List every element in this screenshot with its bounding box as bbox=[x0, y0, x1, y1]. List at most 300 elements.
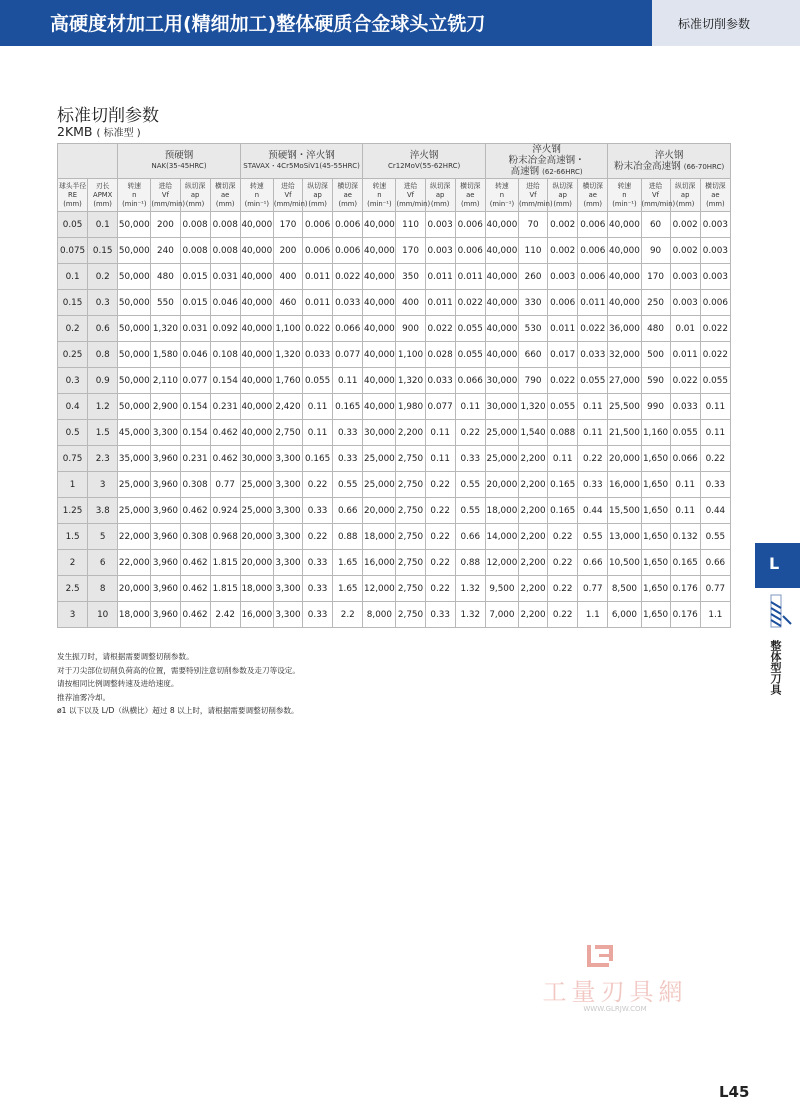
cell-ae: 1.1 bbox=[700, 602, 730, 628]
cell-n: 40,000 bbox=[485, 290, 518, 316]
table-row bbox=[58, 472, 731, 498]
cell-ap: 0.33 bbox=[303, 498, 333, 524]
cell-n: 40,000 bbox=[485, 316, 518, 342]
cell-vf: 1,540 bbox=[518, 420, 547, 446]
cell-ae: 0.22 bbox=[578, 446, 608, 472]
cell-re: 0.15 bbox=[58, 290, 88, 316]
cell-n: 25,000 bbox=[363, 446, 396, 472]
cell-ae: 0.006 bbox=[333, 238, 363, 264]
cell-apmx: 0.9 bbox=[88, 368, 118, 394]
cell-n: 20,000 bbox=[118, 576, 151, 602]
cell-vf: 170 bbox=[396, 238, 425, 264]
cell-ap: 0.231 bbox=[180, 446, 210, 472]
cell-ap: 0.003 bbox=[670, 264, 700, 290]
cell-ae: 0.462 bbox=[210, 420, 240, 446]
cell-ae: 0.55 bbox=[578, 524, 608, 550]
cell-ae: 0.006 bbox=[455, 212, 485, 238]
cell-n: 40,000 bbox=[608, 264, 641, 290]
cell-ap: 0.002 bbox=[548, 238, 578, 264]
cell-ap: 0.165 bbox=[548, 472, 578, 498]
column-header-apmx: 刃长 APMX (mm) bbox=[88, 179, 118, 212]
cell-re: 0.4 bbox=[58, 394, 88, 420]
cell-ap: 0.002 bbox=[548, 212, 578, 238]
cell-vf: 1,160 bbox=[641, 420, 670, 446]
cell-ae: 0.33 bbox=[700, 472, 730, 498]
cell-n: 50,000 bbox=[118, 264, 151, 290]
cell-vf: 3,300 bbox=[273, 550, 302, 576]
page-number: L45 bbox=[719, 1083, 750, 1101]
cell-ap: 0.003 bbox=[425, 238, 455, 264]
cell-ae: 0.055 bbox=[700, 368, 730, 394]
group-header-pm-hss-66-70: 淬火钢 粉末冶金高速钢 (66-70HRC) bbox=[608, 144, 731, 179]
cell-ae: 0.77 bbox=[578, 576, 608, 602]
cell-ae: 0.008 bbox=[210, 212, 240, 238]
cell-ae: 0.22 bbox=[700, 446, 730, 472]
cell-vf: 2,750 bbox=[396, 550, 425, 576]
cell-ae: 0.33 bbox=[333, 446, 363, 472]
cell-re: 0.75 bbox=[58, 446, 88, 472]
cell-ap: 0.031 bbox=[180, 316, 210, 342]
cell-ap: 0.462 bbox=[180, 498, 210, 524]
cell-ap: 0.154 bbox=[180, 394, 210, 420]
group-header-hss-62-66: 淬火钢 粉末冶金高速钢・ 高速钢 (62-66HRC) bbox=[485, 144, 608, 179]
cell-vf: 1,320 bbox=[396, 368, 425, 394]
cell-n: 8,000 bbox=[363, 602, 396, 628]
cell-ae: 0.003 bbox=[700, 238, 730, 264]
cell-n: 12,000 bbox=[363, 576, 396, 602]
cell-vf: 1,650 bbox=[641, 472, 670, 498]
cell-ae: 0.88 bbox=[333, 524, 363, 550]
cell-ae: 0.006 bbox=[578, 238, 608, 264]
cell-vf: 2,750 bbox=[396, 602, 425, 628]
model-note: ( 标准型 ) bbox=[96, 128, 141, 139]
cell-ap: 0.11 bbox=[303, 394, 333, 420]
cell-apmx: 0.2 bbox=[88, 264, 118, 290]
cell-n: 25,000 bbox=[240, 498, 273, 524]
cell-vf: 990 bbox=[641, 394, 670, 420]
cell-ae: 0.154 bbox=[210, 368, 240, 394]
cell-apmx: 6 bbox=[88, 550, 118, 576]
table-row bbox=[58, 498, 731, 524]
cell-vf: 900 bbox=[396, 316, 425, 342]
cell-vf: 2,750 bbox=[396, 524, 425, 550]
cell-n: 40,000 bbox=[363, 264, 396, 290]
cell-vf: 3,300 bbox=[273, 602, 302, 628]
cell-ae: 0.165 bbox=[333, 394, 363, 420]
cell-vf: 3,960 bbox=[151, 550, 180, 576]
cell-ae: 0.44 bbox=[578, 498, 608, 524]
cell-n: 40,000 bbox=[363, 238, 396, 264]
cell-n: 50,000 bbox=[118, 212, 151, 238]
cell-vf: 1,100 bbox=[396, 342, 425, 368]
cell-n: 40,000 bbox=[240, 420, 273, 446]
cell-ap: 0.22 bbox=[425, 576, 455, 602]
cell-ae: 0.033 bbox=[578, 342, 608, 368]
cell-ae: 0.066 bbox=[455, 368, 485, 394]
cell-vf: 1,320 bbox=[518, 394, 547, 420]
column-header-ae: 横切深 ae (mm) bbox=[700, 179, 730, 212]
cell-vf: 1,320 bbox=[273, 342, 302, 368]
cell-vf: 1,650 bbox=[641, 550, 670, 576]
cell-n: 25,000 bbox=[363, 472, 396, 498]
cell-ae: 0.55 bbox=[700, 524, 730, 550]
cell-vf: 500 bbox=[641, 342, 670, 368]
cell-n: 30,000 bbox=[485, 394, 518, 420]
cell-ap: 0.11 bbox=[425, 420, 455, 446]
cell-n: 25,500 bbox=[608, 394, 641, 420]
cell-ae: 0.968 bbox=[210, 524, 240, 550]
cell-ap: 0.002 bbox=[670, 212, 700, 238]
cell-vf: 3,300 bbox=[273, 524, 302, 550]
cell-re: 1 bbox=[58, 472, 88, 498]
cell-vf: 3,960 bbox=[151, 602, 180, 628]
cell-vf: 260 bbox=[518, 264, 547, 290]
table-row bbox=[58, 368, 731, 394]
cell-n: 14,000 bbox=[485, 524, 518, 550]
cell-ap: 0.22 bbox=[303, 524, 333, 550]
cell-n: 40,000 bbox=[240, 290, 273, 316]
cell-n: 13,000 bbox=[608, 524, 641, 550]
cell-ae: 0.046 bbox=[210, 290, 240, 316]
cell-n: 30,000 bbox=[485, 368, 518, 394]
table-body bbox=[58, 212, 731, 628]
cell-apmx: 5 bbox=[88, 524, 118, 550]
header-section-label: 标准切削参数 bbox=[678, 17, 751, 31]
cell-ap: 0.462 bbox=[180, 576, 210, 602]
column-header-ae: 横切深 ae (mm) bbox=[578, 179, 608, 212]
cell-ap: 0.33 bbox=[303, 576, 333, 602]
cell-vf: 250 bbox=[641, 290, 670, 316]
cell-re: 0.2 bbox=[58, 316, 88, 342]
cell-ap: 0.028 bbox=[425, 342, 455, 368]
cell-vf: 660 bbox=[518, 342, 547, 368]
cell-vf: 3,960 bbox=[151, 446, 180, 472]
cell-ap: 0.33 bbox=[303, 550, 333, 576]
cell-ap: 0.008 bbox=[180, 238, 210, 264]
cell-re: 2 bbox=[58, 550, 88, 576]
cell-apmx: 3 bbox=[88, 472, 118, 498]
cell-vf: 3,300 bbox=[273, 576, 302, 602]
cell-ap: 0.011 bbox=[303, 290, 333, 316]
cell-vf: 240 bbox=[151, 238, 180, 264]
cell-n: 15,500 bbox=[608, 498, 641, 524]
cell-vf: 1,650 bbox=[641, 602, 670, 628]
cell-ae: 0.231 bbox=[210, 394, 240, 420]
cell-n: 22,000 bbox=[118, 550, 151, 576]
cell-ae: 0.66 bbox=[333, 498, 363, 524]
cell-ae: 0.006 bbox=[578, 264, 608, 290]
cell-vf: 400 bbox=[396, 290, 425, 316]
cell-ae: 0.11 bbox=[578, 420, 608, 446]
group-header-stavax: 预硬钢・淬火钢 STAVAX・4Cr5MoSiV1(45-55HRC) bbox=[240, 144, 363, 179]
cell-ap: 0.011 bbox=[303, 264, 333, 290]
section-title: 标准切削参数 bbox=[57, 106, 159, 126]
cell-ap: 0.088 bbox=[548, 420, 578, 446]
cell-ap: 0.11 bbox=[670, 498, 700, 524]
column-header-vf: 进给 Vf (mm/min) bbox=[273, 179, 302, 212]
cell-n: 40,000 bbox=[240, 368, 273, 394]
cell-vf: 2,200 bbox=[518, 524, 547, 550]
cell-ap: 0.015 bbox=[180, 290, 210, 316]
cell-vf: 60 bbox=[641, 212, 670, 238]
cell-n: 40,000 bbox=[363, 316, 396, 342]
cell-ae: 0.11 bbox=[333, 368, 363, 394]
column-header-ap: 纵切深 ap (mm) bbox=[425, 179, 455, 212]
cell-apmx: 1.5 bbox=[88, 420, 118, 446]
cell-n: 35,000 bbox=[118, 446, 151, 472]
cell-vf: 2,200 bbox=[518, 576, 547, 602]
cell-re: 0.075 bbox=[58, 238, 88, 264]
cell-n: 40,000 bbox=[363, 394, 396, 420]
cell-n: 50,000 bbox=[118, 316, 151, 342]
cell-ap: 0.22 bbox=[548, 576, 578, 602]
cell-ap: 0.022 bbox=[548, 368, 578, 394]
watermark-url: WWW.GLRJW.COM bbox=[583, 1005, 647, 1013]
cell-ae: 1.65 bbox=[333, 576, 363, 602]
cell-apmx: 0.1 bbox=[88, 212, 118, 238]
cell-vf: 3,960 bbox=[151, 472, 180, 498]
watermark bbox=[535, 942, 695, 1022]
cell-re: 1.25 bbox=[58, 498, 88, 524]
cell-re: 3 bbox=[58, 602, 88, 628]
cell-vf: 3,960 bbox=[151, 524, 180, 550]
cell-vf: 350 bbox=[396, 264, 425, 290]
cell-ae: 0.462 bbox=[210, 446, 240, 472]
cell-ap: 0.011 bbox=[548, 316, 578, 342]
cell-n: 40,000 bbox=[240, 394, 273, 420]
column-subheader-row bbox=[58, 179, 731, 212]
cell-vf: 1,650 bbox=[641, 498, 670, 524]
cell-vf: 1,650 bbox=[641, 524, 670, 550]
cell-vf: 110 bbox=[518, 238, 547, 264]
cell-n: 32,000 bbox=[608, 342, 641, 368]
cell-vf: 200 bbox=[151, 212, 180, 238]
cell-re: 0.25 bbox=[58, 342, 88, 368]
cell-ae: 0.055 bbox=[455, 316, 485, 342]
cell-ae: 0.022 bbox=[333, 264, 363, 290]
cell-n: 40,000 bbox=[608, 212, 641, 238]
cell-ap: 0.11 bbox=[425, 446, 455, 472]
cell-apmx: 0.6 bbox=[88, 316, 118, 342]
cell-ap: 0.066 bbox=[670, 446, 700, 472]
cell-ae: 0.022 bbox=[455, 290, 485, 316]
column-header-ap: 纵切深 ap (mm) bbox=[180, 179, 210, 212]
cell-ap: 0.22 bbox=[425, 472, 455, 498]
cell-n: 10,500 bbox=[608, 550, 641, 576]
cell-ap: 0.176 bbox=[670, 576, 700, 602]
cell-ap: 0.011 bbox=[670, 342, 700, 368]
cell-n: 22,000 bbox=[118, 524, 151, 550]
cell-n: 25,000 bbox=[118, 498, 151, 524]
cell-n: 20,000 bbox=[240, 524, 273, 550]
group-header-nak: 预硬钢 NAK(35-45HRC) bbox=[118, 144, 241, 179]
cell-ae: 0.44 bbox=[700, 498, 730, 524]
cell-re: 0.1 bbox=[58, 264, 88, 290]
cell-ap: 0.01 bbox=[670, 316, 700, 342]
cell-ae: 1.65 bbox=[333, 550, 363, 576]
cell-n: 50,000 bbox=[118, 368, 151, 394]
model-code: 2KMB bbox=[57, 124, 93, 139]
column-header-n: 转速 n (min⁻¹) bbox=[608, 179, 641, 212]
table-row bbox=[58, 394, 731, 420]
cell-n: 9,500 bbox=[485, 576, 518, 602]
column-header-ae: 横切深 ae (mm) bbox=[455, 179, 485, 212]
cell-ap: 0.165 bbox=[548, 498, 578, 524]
cell-vf: 2,750 bbox=[396, 498, 425, 524]
cell-vf: 200 bbox=[273, 238, 302, 264]
cell-vf: 3,960 bbox=[151, 576, 180, 602]
side-category-label: 整体型刀具 bbox=[769, 640, 782, 695]
cell-vf: 2,750 bbox=[396, 446, 425, 472]
cell-ap: 0.22 bbox=[548, 602, 578, 628]
cell-ae: 0.22 bbox=[455, 420, 485, 446]
cell-ae: 0.11 bbox=[700, 420, 730, 446]
table-row bbox=[58, 446, 731, 472]
cell-ae: 0.66 bbox=[578, 550, 608, 576]
cell-n: 40,000 bbox=[363, 342, 396, 368]
cell-ap: 0.003 bbox=[425, 212, 455, 238]
cell-ae: 0.33 bbox=[333, 420, 363, 446]
cell-n: 40,000 bbox=[363, 290, 396, 316]
cell-ap: 0.077 bbox=[180, 368, 210, 394]
cell-re: 0.3 bbox=[58, 368, 88, 394]
cell-ae: 0.77 bbox=[210, 472, 240, 498]
cell-vf: 1,650 bbox=[641, 446, 670, 472]
cell-ae: 0.66 bbox=[455, 524, 485, 550]
cell-vf: 2,200 bbox=[396, 420, 425, 446]
cell-vf: 550 bbox=[151, 290, 180, 316]
cell-vf: 3,300 bbox=[151, 420, 180, 446]
cell-n: 25,000 bbox=[485, 446, 518, 472]
page-title: 高硬度材加工用(精细加工)整体硬质合金球头立铣刀 bbox=[50, 13, 486, 35]
cell-vf: 3,960 bbox=[151, 498, 180, 524]
cell-vf: 2,200 bbox=[518, 602, 547, 628]
cell-vf: 110 bbox=[396, 212, 425, 238]
column-header-ap: 纵切深 ap (mm) bbox=[670, 179, 700, 212]
cell-ae: 0.55 bbox=[333, 472, 363, 498]
cell-ap: 0.11 bbox=[548, 446, 578, 472]
table-row bbox=[58, 264, 731, 290]
cell-vf: 330 bbox=[518, 290, 547, 316]
cell-vf: 2,200 bbox=[518, 446, 547, 472]
cell-n: 40,000 bbox=[240, 264, 273, 290]
cell-vf: 70 bbox=[518, 212, 547, 238]
cell-vf: 1,980 bbox=[396, 394, 425, 420]
cell-n: 40,000 bbox=[608, 290, 641, 316]
cell-n: 40,000 bbox=[485, 342, 518, 368]
cell-n: 16,000 bbox=[363, 550, 396, 576]
note-line: 推荐油雾冷却。 bbox=[57, 692, 111, 702]
cell-n: 30,000 bbox=[240, 446, 273, 472]
cell-n: 45,000 bbox=[118, 420, 151, 446]
cell-n: 20,000 bbox=[608, 446, 641, 472]
cell-vf: 790 bbox=[518, 368, 547, 394]
cell-ap: 0.22 bbox=[425, 524, 455, 550]
cell-ae: 0.003 bbox=[700, 212, 730, 238]
cell-apmx: 10 bbox=[88, 602, 118, 628]
cell-vf: 1,320 bbox=[151, 316, 180, 342]
cell-vf: 90 bbox=[641, 238, 670, 264]
cell-n: 25,000 bbox=[118, 472, 151, 498]
cell-ae: 0.55 bbox=[455, 472, 485, 498]
cutting-parameters-table bbox=[57, 143, 731, 628]
watermark-text: 工量刃具網 bbox=[542, 978, 688, 1006]
cell-n: 36,000 bbox=[608, 316, 641, 342]
cell-ae: 0.006 bbox=[455, 238, 485, 264]
cell-n: 50,000 bbox=[118, 342, 151, 368]
cell-n: 40,000 bbox=[485, 238, 518, 264]
cell-n: 18,000 bbox=[485, 498, 518, 524]
cell-ap: 0.22 bbox=[425, 550, 455, 576]
cell-n: 20,000 bbox=[485, 472, 518, 498]
cell-ae: 0.077 bbox=[333, 342, 363, 368]
cell-ap: 0.022 bbox=[670, 368, 700, 394]
section-tab-letter: L bbox=[769, 554, 780, 573]
cell-ap: 0.22 bbox=[548, 550, 578, 576]
cell-vf: 170 bbox=[273, 212, 302, 238]
cell-ap: 0.017 bbox=[548, 342, 578, 368]
cell-ae: 0.022 bbox=[578, 316, 608, 342]
cell-n: 18,000 bbox=[363, 524, 396, 550]
cell-vf: 2,750 bbox=[273, 420, 302, 446]
cell-n: 25,000 bbox=[485, 420, 518, 446]
table-row bbox=[58, 238, 731, 264]
cell-ap: 0.003 bbox=[670, 290, 700, 316]
cell-ap: 0.462 bbox=[180, 550, 210, 576]
cell-ae: 0.033 bbox=[333, 290, 363, 316]
cell-re: 2.5 bbox=[58, 576, 88, 602]
cell-n: 40,000 bbox=[485, 212, 518, 238]
cell-ae: 0.008 bbox=[210, 238, 240, 264]
cell-ae: 0.11 bbox=[578, 394, 608, 420]
cell-ae: 0.006 bbox=[578, 212, 608, 238]
table-row bbox=[58, 524, 731, 550]
header-corner bbox=[58, 144, 118, 179]
cell-ae: 1.815 bbox=[210, 576, 240, 602]
cell-ap: 0.154 bbox=[180, 420, 210, 446]
cell-ae: 0.022 bbox=[700, 342, 730, 368]
table-row bbox=[58, 576, 731, 602]
cell-n: 40,000 bbox=[485, 264, 518, 290]
table-row bbox=[58, 602, 731, 628]
cell-ae: 0.092 bbox=[210, 316, 240, 342]
cell-ae: 1.1 bbox=[578, 602, 608, 628]
cell-vf: 2,200 bbox=[518, 472, 547, 498]
cell-vf: 400 bbox=[273, 264, 302, 290]
cell-n: 40,000 bbox=[240, 238, 273, 264]
column-header-vf: 进给 Vf (mm/min) bbox=[151, 179, 180, 212]
cell-ap: 0.033 bbox=[303, 342, 333, 368]
cell-vf: 170 bbox=[641, 264, 670, 290]
cell-ap: 0.462 bbox=[180, 602, 210, 628]
cell-re: 1.5 bbox=[58, 524, 88, 550]
cell-ae: 0.003 bbox=[700, 264, 730, 290]
cell-apmx: 0.3 bbox=[88, 290, 118, 316]
cell-ap: 0.002 bbox=[670, 238, 700, 264]
cell-ae: 0.924 bbox=[210, 498, 240, 524]
cell-ae: 0.11 bbox=[700, 394, 730, 420]
cell-ap: 0.165 bbox=[303, 446, 333, 472]
cell-ae: 0.55 bbox=[455, 498, 485, 524]
cell-ae: 0.055 bbox=[578, 368, 608, 394]
cell-n: 16,000 bbox=[240, 602, 273, 628]
cell-vf: 3,300 bbox=[273, 498, 302, 524]
cell-ap: 0.015 bbox=[180, 264, 210, 290]
column-header-ap: 纵切深 ap (mm) bbox=[548, 179, 578, 212]
cell-n: 40,000 bbox=[240, 342, 273, 368]
cell-re: 0.5 bbox=[58, 420, 88, 446]
cell-ap: 0.22 bbox=[548, 524, 578, 550]
